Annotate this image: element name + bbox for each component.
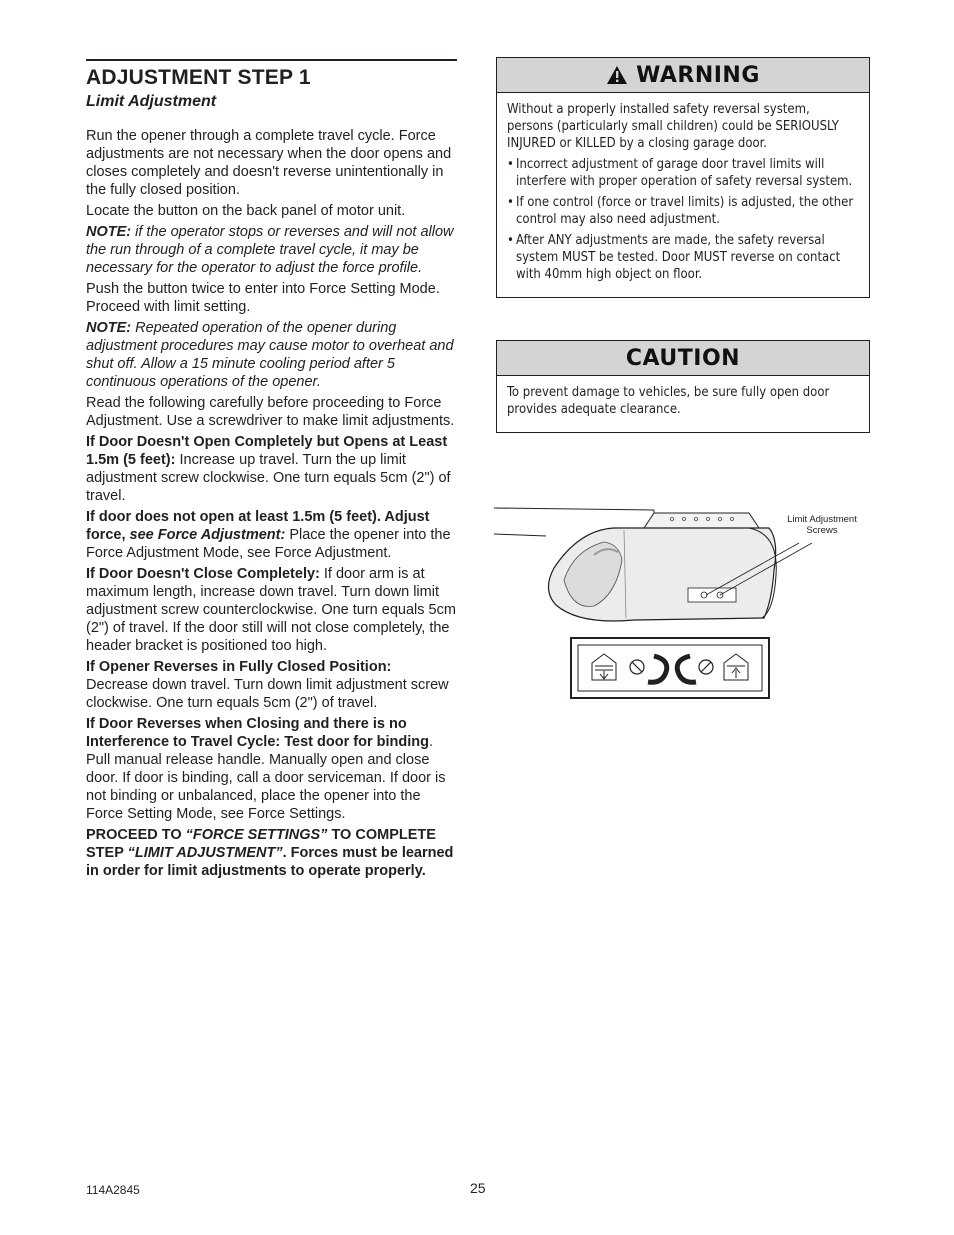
bullet-dot: • — [507, 157, 514, 172]
scenario-title: If Door Reverses when Closing and there is no Interference to Travel Cycle: Test door for binding — [86, 716, 429, 750]
scenario-text: Place the opener into the Force Adjustment Mode, see Force Adjustment. — [86, 527, 451, 561]
scenario-reverses-closing — [86, 715, 457, 823]
proceed-paragraph — [86, 826, 457, 880]
section-heading: ADJUSTMENT STEP 1 — [86, 66, 311, 89]
page-number: 25 — [470, 1180, 486, 1196]
caution-box — [496, 340, 870, 433]
warning-intro: Without a properly installed safety reversal system, persons (particularly small children) could be SERIOUSLY INJURED or KILLED by a closing garage door. — [507, 102, 839, 151]
proceed-text: . Forces must be learned in order for limit adjustments to operate properly. — [86, 845, 454, 879]
bullet-text: After ANY adjustments are made, the safety reversal system MUST be tested. Door MUST reverse on contact with 40mm high object on floor. — [516, 233, 841, 282]
document-number: 114A2845 — [86, 1183, 140, 1197]
scenario-title: If door does not open at least 1.5m (5 feet). Adjust force, — [86, 509, 430, 543]
bullet-dot: • — [507, 195, 514, 210]
caution-header — [497, 341, 869, 376]
note-paragraph-1 — [86, 223, 457, 277]
note-paragraph-2 — [86, 319, 457, 391]
warning-title: WARNING — [636, 62, 760, 88]
bullet-dot: • — [507, 233, 514, 248]
warning-body — [497, 93, 869, 297]
motor-top — [644, 513, 759, 528]
warning-header — [497, 58, 869, 93]
heading-rule — [86, 59, 457, 61]
caution-title: CAUTION — [625, 345, 741, 371]
scenario-text: Decrease down travel. Turn down limit adjustment screw clockwise. One turn equals 5cm (2") of travel. — [86, 677, 449, 711]
scenario-text: Increase up travel. Turn the up limit adjustment screw clockwise. One turn equals 5cm (2") of travel. — [86, 452, 451, 504]
proceed-text: TO COMPLETE STEP — [86, 827, 436, 861]
note-text: Repeated operation of the opener during adjustment procedures may cause motor to overheat and shut off. Allow a 15 minute cooling period after 5 continuous operations of the opener. — [86, 320, 454, 390]
proceed-text: PROCEED TO — [86, 827, 186, 843]
scenario-open-partially — [86, 433, 457, 505]
warning-box — [496, 57, 870, 298]
left-column — [86, 59, 457, 883]
scenario-reference: see Force Adjustment: — [129, 527, 286, 543]
scenario-title: If Door Doesn't Close Completely: — [86, 566, 320, 582]
note-label: NOTE: — [86, 320, 132, 336]
scenario-not-close — [86, 565, 457, 655]
read-carefully-paragraph: Read the following carefully before proceeding to Force Adjustment. Use a screwdriver to make limit adjustments. — [86, 395, 455, 429]
rail-line — [494, 534, 546, 536]
scenario-title: If Door Doesn't Open Completely but Opens at Least 1.5m (5 feet): — [86, 434, 448, 468]
scenario-not-open — [86, 508, 457, 562]
locate-paragraph: Locate the button on the back panel of motor unit. — [86, 203, 406, 219]
warning-triangle-icon — [606, 65, 628, 85]
scenario-text: . Pull manual release handle. Manually open and close door. If door is binding, call a door serviceman. If door is not binding or unbalanced, place the opener into the Force Setting Mode, see Force Settings. — [86, 734, 446, 822]
note-label: NOTE: — [86, 224, 132, 240]
warning-bullet — [507, 232, 859, 283]
intro-paragraph: Run the opener through a complete travel cycle. Force adjustments are not necessary when the door opens and closes completely and doesn't reverse unintentionally in the fully closed position. — [86, 128, 452, 198]
section-subheading: Limit Adjustment — [86, 93, 217, 110]
force-settings-reference: “FORCE SETTINGS” — [185, 827, 328, 843]
caution-text: To prevent damage to vehicles, be sure fully open door provides adequate clearance. — [507, 385, 830, 417]
rail-line — [494, 508, 654, 510]
bullet-text: Incorrect adjustment of garage door travel limits will interfere with proper operation of safety reversal system. — [516, 157, 853, 189]
limit-adjustment-screws-label: Limit Adjustment Screws — [787, 514, 857, 536]
note-text: if the operator stops or reverses and will not allow the run through of a complete travel cycle, it may be necessary for the operator to adjust the force profile. — [86, 224, 454, 276]
scenario-reverses-closed — [86, 658, 457, 712]
limit-adjustment-reference: “LIMIT ADJUSTMENT” — [127, 845, 283, 861]
bullet-text: If one control (force or travel limits) is adjusted, the other control may also need adjustment. — [516, 195, 854, 227]
warning-bullet — [507, 156, 859, 190]
scenario-text: If door arm is at maximum length, increase down travel. Turn down limit adjustment screw counterclockwise. One turn equals 5cm (2") of travel. If the door still will not close completely, the header bracket is positioned too high. — [86, 566, 456, 654]
warning-bullet — [507, 194, 859, 228]
caution-body — [497, 376, 869, 432]
scenario-title: If Opener Reverses in Fully Closed Position: — [86, 659, 392, 675]
push-button-paragraph: Push the button twice to enter into Force Setting Mode. Proceed with limit setting. — [86, 281, 440, 315]
